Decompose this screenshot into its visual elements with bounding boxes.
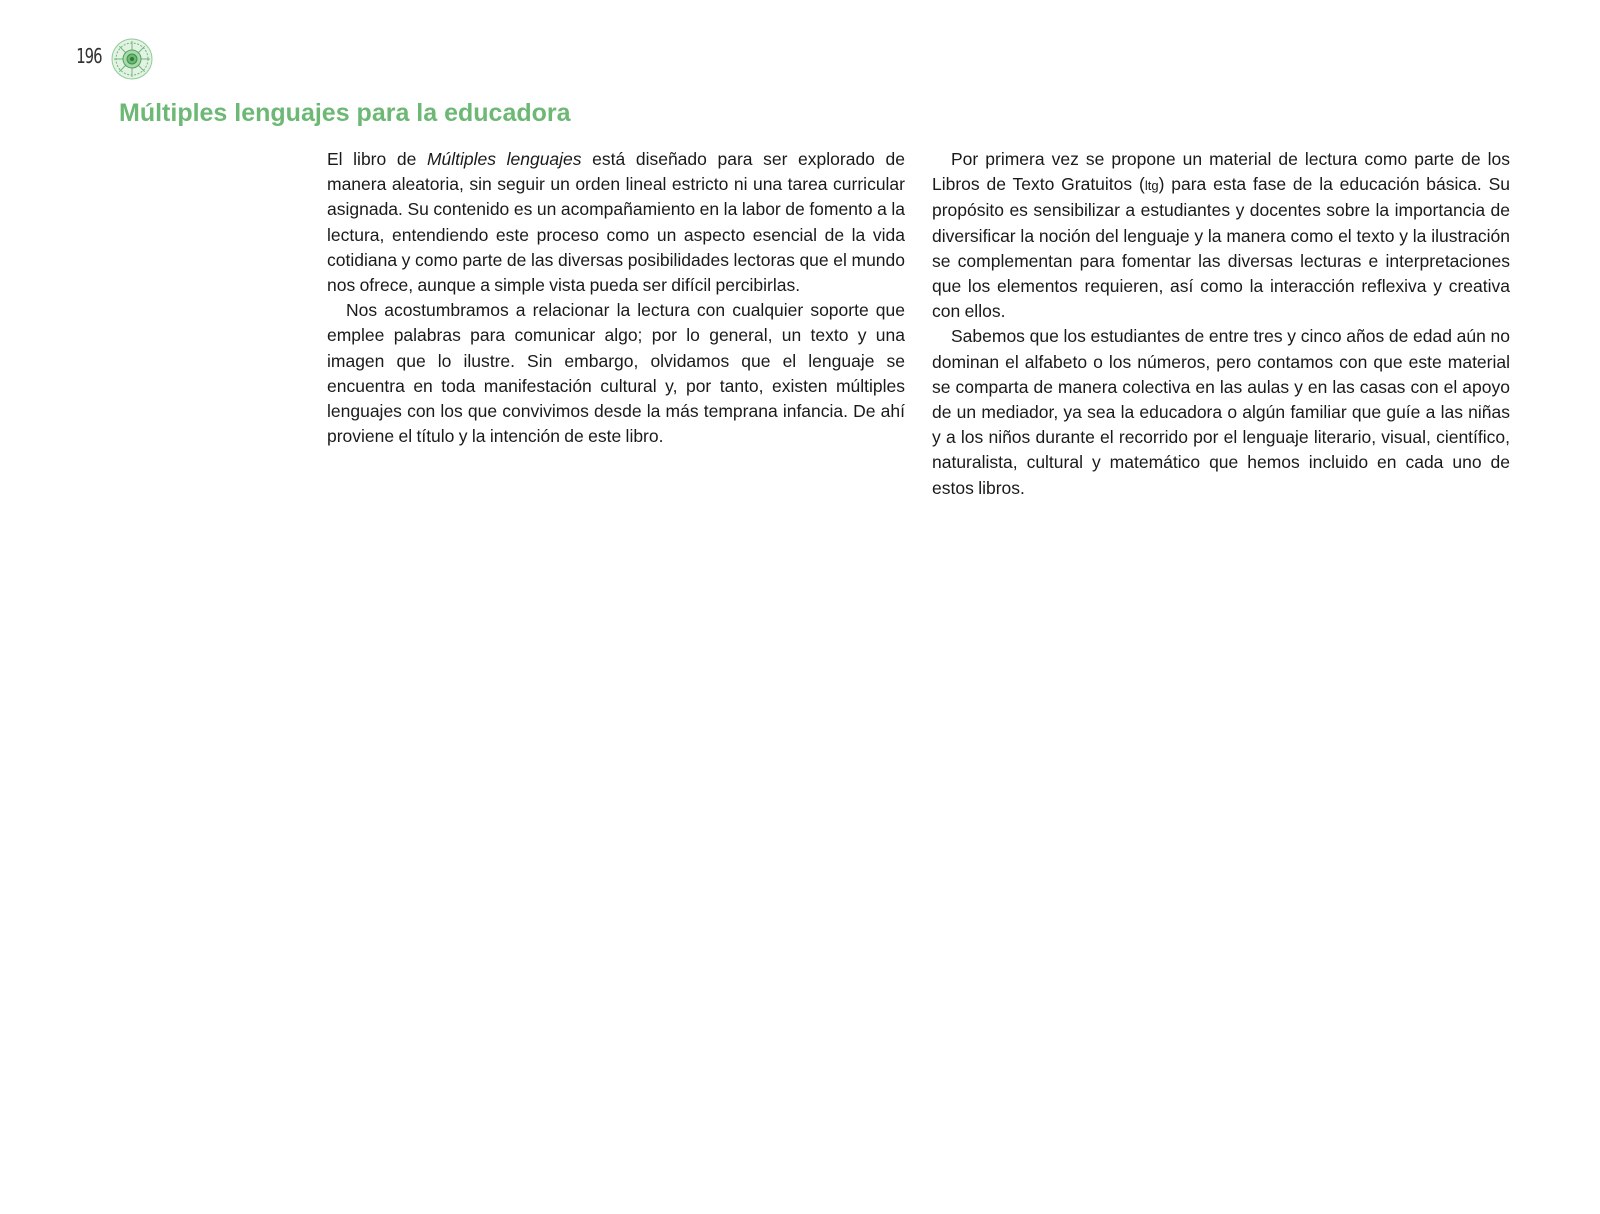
right-p1-text-end: ) para esta fase de la educación básica. Su propósito es sensibilizar a estudiantes y docentes sobre la importancia de diversificar la noción del lenguaje y la manera como el texto y la ilustración se complementan para fomentar las diversas lecturas e interpretaciones que los elementos requieren, así como la interacción reflexiva y creativa con ellos. <box>932 174 1510 322</box>
right-p1-text-start: Por primera vez se propone un material de lectura como parte de los Libros de Texto Gratuitos ( <box>932 149 1510 195</box>
section-title: Múltiples lenguajes para la educadora <box>119 99 571 127</box>
left-paragraph-2: Nos acostumbramos a relacionar la lectura con cualquier soporte que emplee palabras para comunicar algo; por lo general, un texto y una imagen que lo ilustre. Sin embargo, olvidamos que el lenguaje se encuentra en toda manifestación cultural y, por tanto, existen múltiples lenguajes con los que convivimos desde la más temprana infancia. De ahí proviene el título y la intención de este libro. <box>327 300 905 447</box>
left-p1-text-end: está diseñado para ser explorado de manera aleatoria, sin seguir un orden lineal estricto ni una tarea curricular asignada. Su contenido es un acompañamiento en la labor de fomento a la lectura, entendiendo este proceso como un aspecto esencial de la vida cotidiana y como parte de las diversas posibilidades lectoras que el mundo nos ofrece, aunque a simple vista pueda ser difícil percibirlas. <box>327 149 905 296</box>
left-text-column <box>327 147 905 449</box>
left-paragraph-1 <box>327 147 905 298</box>
page-number: 196 <box>76 44 102 68</box>
right-paragraph-2: Sabemos que los estudiantes de entre tres y cinco años de edad aún no dominan el alfabeto o los números, pero contamos con que este material se comparta de manera colectiva en las aulas y en las casas con el apoyo de un mediador, ya sea la educadora o algún familiar que guíe a las niñas y a los niños durante el recorrido por el lenguaje literario, visual, científico, naturalista, cultural y matemático que hemos incluido en cada uno de estos libros. <box>932 326 1510 498</box>
right-paragraph-1 <box>932 147 1510 324</box>
book-title-italic: Múltiples lenguajes <box>426 149 582 169</box>
mandala-icon <box>111 38 153 80</box>
ltg-abbreviation: ltg <box>1144 178 1159 194</box>
left-p1-text-start: El libro de <box>327 149 427 169</box>
right-text-column <box>932 147 1510 501</box>
